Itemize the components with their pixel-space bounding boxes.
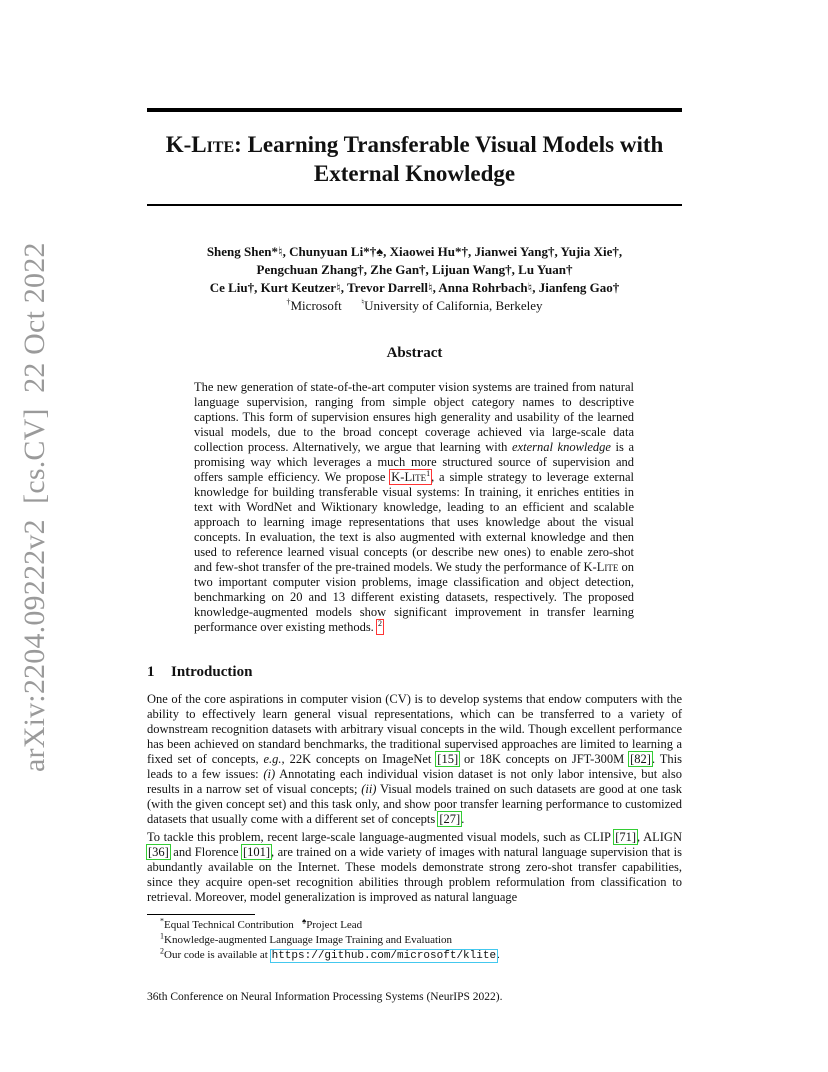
affiliations: †Microsoft ♮University of California, Berkeley — [286, 297, 543, 313]
footnote-project-lead: Project Lead — [306, 919, 363, 931]
citation-link-27[interactable]: [27] — [439, 812, 461, 826]
intro-p1-text-d: . This leads to a few issues: — [147, 752, 682, 781]
intro-p1-roman-2: (ii) — [361, 782, 377, 796]
title-line2: External Knowledge — [313, 161, 516, 186]
intro-p2-text-d: , are trained on a wide variety of images with natural language supervision that is abundantly available on the Internet. These models demonstrate strong zero-shot transfer capabilities, since they acquire open-set recognition abilities through problem reformulation from classification to retrieval. Moreover, model generalization is improved as natural language — [147, 845, 682, 904]
footnote-marker-1: 1 — [426, 468, 431, 478]
footnote-1 — [160, 933, 680, 948]
author-line-3: Ce Liu†, Kurt Keutzer♮, Trevor Darrell♮, Anna Rohrbach♮, Jianfeng Gao† — [209, 280, 620, 295]
title-top-rule — [147, 108, 682, 112]
footnote-rule — [147, 914, 255, 915]
title-klite: K-Lite — [165, 132, 235, 157]
intro-p2-text-a: To tackle this problem, recent large-scale language-augmented visual models, such as CLIP — [147, 830, 615, 844]
intro-p1-text-g: . — [461, 812, 465, 826]
abstract-emphasis: external knowledge — [512, 440, 611, 454]
footnote-2-number: 2 — [160, 946, 164, 956]
intro-p2-text-b: , ALIGN — [637, 830, 682, 844]
intro-p1-text-b: 22K concepts on ImageNet — [284, 752, 437, 766]
footnote-1-number: 1 — [160, 931, 164, 941]
arxiv-identifier-stamp: arXiv:2204.09222v2 [cs.CV] 22 Oct 2022 — [18, 242, 51, 772]
citation-link-101[interactable]: [101] — [242, 845, 271, 859]
abstract-heading: Abstract — [386, 345, 443, 361]
intro-p1-eg: e.g., — [263, 752, 285, 766]
intro-p1-text-c: or 18K concepts on JFT-300M — [459, 752, 630, 766]
author-block — [147, 243, 682, 315]
footnote-equal-contribution: Equal Technical Contribution — [164, 919, 294, 931]
citation-link-82[interactable]: [82] — [630, 752, 651, 766]
klite-footnote-link[interactable] — [390, 470, 431, 484]
klite-name-2: K-Lite — [583, 560, 619, 574]
intro-paragraph-1 — [147, 692, 682, 827]
author-line-1: Sheng Shen*♮, Chunyuan Li*†♠, Xiaowei Hu*†, Jianwei Yang†, Yujia Xie†, — [206, 244, 623, 259]
conference-footer: 36th Conference on Neural Information Processing Systems (NeurIPS 2022). — [147, 991, 503, 1003]
abstract-text-2: is a promising way which leverages a much more structured source of supervision and offers sample efficiency. We propose — [194, 440, 634, 484]
intro-p1-text-e: Annotating each individual vision dataset is not only labor intensive, but also results in a narrow set of visual concepts; — [147, 767, 683, 796]
footnote-marker-2: 2 — [377, 618, 382, 628]
section-number: 1 — [147, 664, 155, 680]
github-url-link[interactable]: https://github.com/microsoft/klite — [271, 950, 497, 962]
footnote-2-text: Our code is available at — [164, 949, 271, 961]
footnote-1-text: Knowledge-augmented Language Image Training and Evaluation — [164, 934, 453, 946]
section-heading-introduction — [147, 662, 682, 682]
title-line1-rest: : Learning Transferable Visual Models with — [234, 132, 664, 157]
abstract-text-3: , a simple strategy to leverage external knowledge for building transferable visual systems: In training, it enriches entities in text with WordNet and Wiktionary knowledge, leading to an efficient and scalable approach to learning image representations that uses knowledge about the visual concepts. In evaluation, the text is also augmented with external knowledge and then used to reference learned visual concepts (or describe new ones) to enable zero-shot and few-shot transfer of the pre-trained models. We study the performance of — [194, 470, 634, 574]
affiliation-berkeley: University of California, Berkeley — [364, 298, 543, 313]
intro-p1-roman-1: (i) — [263, 767, 276, 781]
footnote-2: $^2$Our code is available at https://github.com/microsoft/klite. — [160, 946, 500, 962]
intro-p1-text-a: One of the core aspirations in computer vision (CV) is to develop systems that endow computers with the ability to effectively learn general visual representations, which can be transferred to a variety of downstream recognition datasets with arbitrary visual concepts in the wild. Though excellent performance has been achieved on standard benchmarks, the traditional supervised approaches are limited to learning a fixed set of concepts, — [147, 692, 682, 766]
affiliation-microsoft: Microsoft — [290, 298, 342, 313]
abstract-text-4: on two important computer vision problems, image classification and object detection, benchmarking on 20 and 13 different existing datasets, respectively. The proposed knowledge-augmented models show significant improvement in transfer learning performance over existing methods. — [194, 560, 635, 634]
title-bottom-rule — [147, 204, 682, 206]
abstract-text-1: The new generation of state-of-the-art computer vision systems are trained from natural language supervision, ranging from simple object category names to descriptive captions. This form of supervision ensures high generality and usability of the learned visual models, due to the broad concept coverage achieved via large-scale data collection process. Alternatively, we argue that learning with — [194, 380, 634, 454]
intro-paragraph-2 — [147, 830, 682, 905]
intro-p1-text-f: Visual models trained on such datasets are good at one task (with the given concept set) and this task only, and show poor transfer learning performance to customized datasets that usually come with a different set of concepts — [147, 782, 683, 826]
citation-link-71[interactable]: [71] — [615, 830, 637, 844]
footnote-link-2[interactable] — [377, 620, 383, 634]
paper-title — [147, 130, 682, 188]
klite-name: K-Lite — [391, 470, 427, 484]
citation-link-15[interactable]: [15] — [437, 752, 459, 766]
author-line-2: Pengchuan Zhang†, Zhe Gan†, Lijuan Wang†, Lu Yuan† — [256, 262, 573, 277]
abstract-body — [194, 380, 634, 635]
intro-p2-text-c: and Florence — [169, 845, 242, 859]
footnote-0: *Equal Technical Contribution ♠Project Lead — [160, 916, 363, 931]
footnotes — [160, 918, 680, 964]
citation-link-36[interactable]: [36] — [148, 845, 169, 859]
section-title: Introduction — [171, 664, 253, 680]
